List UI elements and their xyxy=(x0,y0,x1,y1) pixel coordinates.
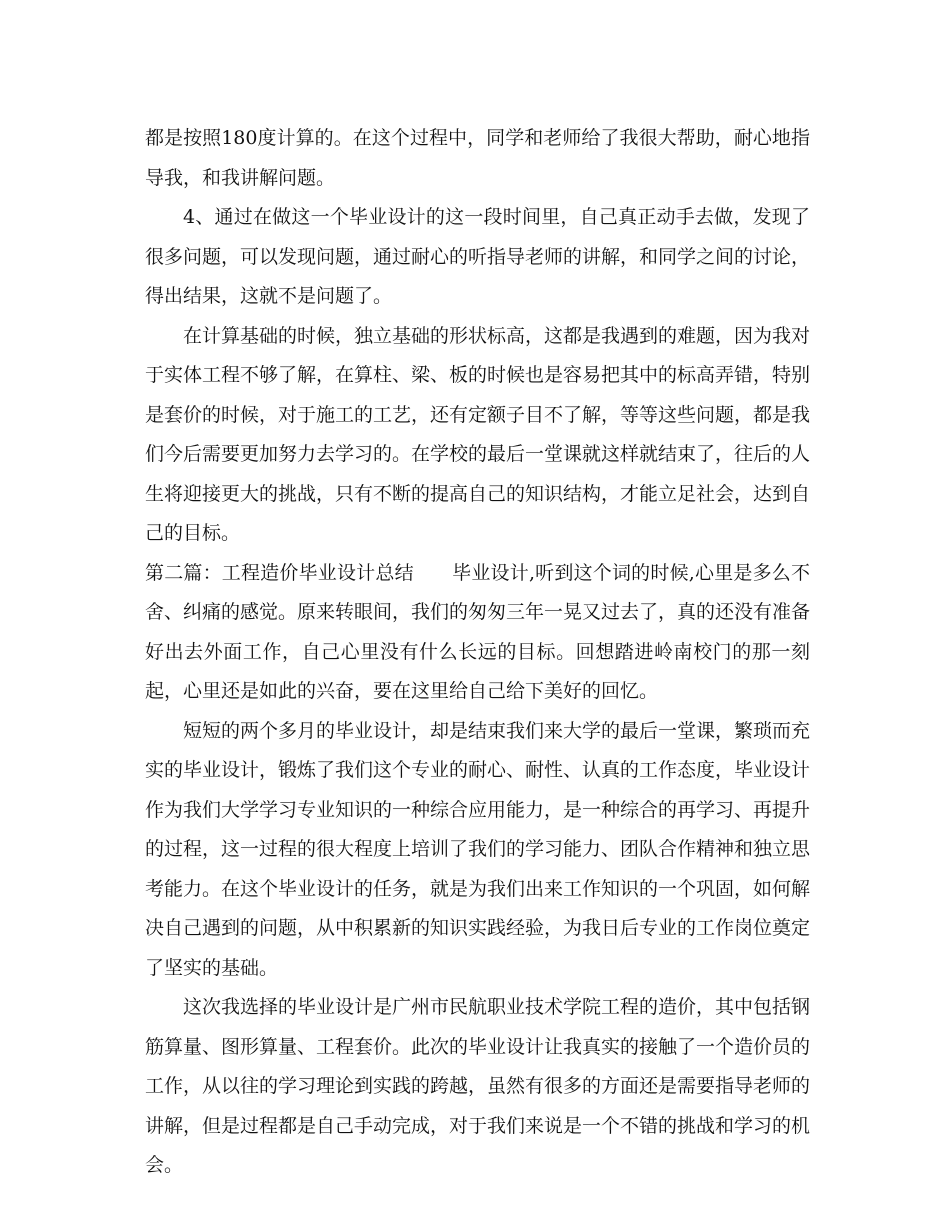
paragraph-3: 在计算基础的时候，独立基础的形状标高，这都是我遇到的难题，因为我对于实体工程不够了解，在算柱、梁、板的时候也是容易把其中的标高弄错，特别是套价的时候，对于施工的工艺，还有定额子目不了解，等等这些问题，都是我们今后需要更加努力去学习的。在学校的最后一堂课就这样就结束了，往后的人生将迎接更大的挑战，只有不断的提高自己的知识结构，才能立足社会，达到自己的目标。 xyxy=(145,324,811,544)
paragraph-1: 都是按照180度计算的。在这个过程中，同学和老师给了我很大帮助，耐心地指导我，和我讲解问题。 xyxy=(145,127,810,189)
paragraph-5: 短短的两个多月的毕业设计，却是结束我们来大学的最后一堂课，繁琐而充实的毕业设计，锻炼了我们这个专业的耐心、耐性、认真的工作态度，毕业设计作为我们大学学习专业知识的一种综合应用能力，是一种综合的再学习、再提升的过程，这一过程的很大程度上培训了我们的学习能力、团队合作精神和独立思考能力。在这个毕业设计的任务，就是为我们出来工作知识的一个巩固，如何解决自己遇到的问题，从中积累新的知识实践经验，为我日后专业的工作岗位奠定了坚实的基础。 xyxy=(145,719,811,979)
paragraph-2: 4、通过在做这一个毕业设计的这一段时间里，自己真正动手去做，发现了很多问题，可以发现问题，通过耐心的听指导老师的讲解，和同学之间的讨论，得出结果，这就不是问题了。 xyxy=(145,206,811,307)
paragraph-6: 这次我选择的毕业设计是广州市民航职业技术学院工程的造价，其中包括钢筋算量、图形算量、工程套价。此次的毕业设计让我真实的接触了一个造价员的工作，从以往的学习理论到实践的跨越，虽然有很多的方面还是需要指导老师的讲解，但是过程都是自己手动完成，对于我们来说是一个不错的挑战和学习的机会。 xyxy=(145,996,811,1176)
document-body xyxy=(145,119,810,1186)
paragraph-4-section-heading: 第二篇：工程造价毕业设计总结 毕业设计,听到这个词的时候,心里是多么不舍、纠痛的感觉。原来转眼间，我们的匆匆三年一晃又过去了，真的还没有准备好出去外面工作，自己心里没有什么长远的目标。回想踏进岭南校门的那一刻起，心里还是如此的兴奋，要在这里给自己给下美好的回忆。 xyxy=(145,561,811,702)
